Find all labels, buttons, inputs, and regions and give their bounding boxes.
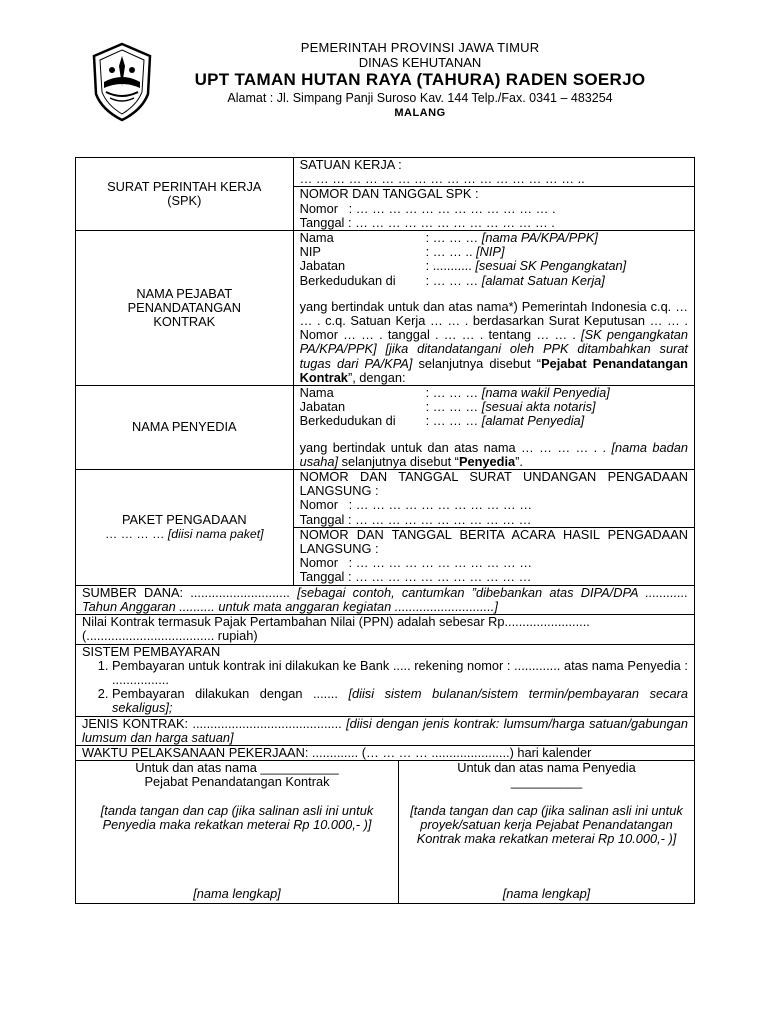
sumber-dana-row: SUMBER DANA: ............................ [sebagai contoh, cantumkan ”dibebankan atas DIPA/DPA ............ Tahun Anggaran .......... untuk mata anggaran kegiatan ............................] [76, 585, 695, 614]
sistem-item-2: 2. Pembayaran dilakukan dengan ....... [diisi sistem bulanan/sistem termin/pembayaran secara sekaligus]; [112, 687, 688, 715]
spk-label: SURAT PERINTAH KERJA (SPK) [76, 158, 294, 231]
spk-row [76, 158, 695, 231]
sistem-title: SISTEM PEMBAYARAN [82, 643, 221, 659]
pejabat-paragraph: yang bertindak untuk dan atas nama*) Pemerintah Indonesia c.q. … … . c.q. Satuan Kerja … … . berdasarkan Surat Keputusan … … . Nomor … … . tanggal . … … . tentang … … . [SK pengangkatan PA/KPA/PPK] [jika ditandatangani oleh PPK ditambahkan surat tugas dari PA/KPA] selanjutnya disebut “Pejabat Penandatangan Kontrak”, dengan: [299, 298, 688, 385]
signature-row [76, 761, 695, 904]
sistem-item-1: 1. Pembayaran untuk kontrak ini dilakukan ke Bank ..... rekening nomor : ............. atas nama Penyedia : ................ [112, 659, 688, 687]
undangan-tanggal: Tanggal : … … … … … … … … … … … [299, 511, 532, 527]
sistem-pembayaran-row [76, 644, 695, 716]
undangan-nomor: Nomor : … … … … … … … … … … … [299, 497, 533, 513]
waktu-pelaksanaan-row: WAKTU PELAKSANAAN PEKERJAAN: ............. (… … … … ......................) hari kalender [76, 745, 695, 760]
pejabat-row [76, 231, 695, 386]
spk-form-table [75, 157, 695, 904]
pejabat-kedudukan: Berkedudukan di : … … … [alamat Satuan Kerja] [299, 272, 605, 288]
letterhead [80, 40, 700, 130]
penyedia-row [76, 386, 695, 470]
signature-penyedia: Untuk dan atas nama Penyedia __________ [tanda tangan dan cap (jika salinan asli ini untuk proyek/satuan kerja Pejabat Penandatangan Kontrak maka rekatkan meterai Rp 10.000,- )] [nama lengkap] [410, 760, 683, 901]
satuan-kerja-title: SATUAN KERJA : [299, 157, 402, 172]
spk-tanggal: Tanggal : … … … … … … … … … … … … . [299, 214, 555, 230]
spk-nomor-title: NOMOR DAN TANGGAL SPK : [299, 186, 479, 202]
header-address: Alamat : Jl. Simpang Panji Suroso Kav. 144 Telp./Fax. 0341 – 483254 [227, 91, 613, 105]
header-department: DINAS KEHUTANAN [358, 55, 482, 70]
penyedia-paragraph: yang bertindak untuk dan atas nama … … … … . . [nama badan usaha] selanjutnya disebut “Penyedia”. [299, 439, 688, 469]
pejabat-nip: NIP : … … .. [NIP] [299, 244, 505, 260]
penyedia-nama: Nama : … … … [nama wakil Penyedia] [299, 385, 610, 401]
undangan-title: NOMOR DAN TANGGAL SURAT UNDANGAN PENGADAAN LANGSUNG : [299, 469, 688, 499]
pejabat-label: NAMA PEJABAT PENANDATANGAN KONTRAK [76, 231, 294, 386]
header-office: UPT TAMAN HUTAN RAYA (TAHURA) RADEN SOERJO [194, 70, 646, 89]
penyedia-kedudukan: Berkedudukan di : … … … [alamat Penyedia] [299, 413, 585, 429]
satuan-kerja-value: … … … … … … … … … … … … … … … … … .. [299, 171, 585, 187]
berita-acara-nomor: Nomor : … … … … … … … … … … … [299, 555, 533, 571]
jenis-kontrak-row: JENIS KONTRAK: .......................................... [diisi dengan jenis kontrak: lumsum/harga satuan/gabungan lumsum dan harga satuan] [76, 716, 695, 745]
pejabat-jabatan: Jabatan : ........... [sesuai SK Pengangkatan] [299, 258, 627, 274]
spk-nomor: Nomor : … … … … … … … … … … … … . [299, 200, 556, 216]
penyedia-jabatan: Jabatan : … … … [sesuai akta notaris] [299, 399, 596, 415]
berita-acara-tanggal: Tanggal : … … … … … … … … … … … [299, 569, 532, 585]
penyedia-label: NAMA PENYEDIA [76, 386, 294, 470]
paket-row [76, 470, 695, 586]
pejabat-nama: Nama : … … … [nama PA/KPA/PPK] [299, 230, 598, 246]
signature-pejabat: Untuk dan atas nama ___________ Pejabat Penandatangan Kontrak [tanda tangan dan cap (jika salinan asli ini untuk Penyedia maka rekatkan meterai Rp 10.000,- )] [nama lengkap] [76, 761, 399, 903]
paket-label: PAKET PENGADAAN … … … … [diisi nama paket] [76, 470, 294, 586]
nilai-kontrak-row: Nilai Kontrak termasuk Pajak Pertambahan Nilai (PPN) adalah sebesar Rp........................ (.................................... rupiah) [76, 615, 695, 644]
header-government: PEMERINTAH PROVINSI JAWA TIMUR [300, 40, 540, 55]
berita-acara-title: NOMOR DAN TANGGAL BERITA ACARA HASIL PENGADAAN LANGSUNG : [299, 526, 688, 557]
header-city: MALANG [394, 107, 446, 119]
